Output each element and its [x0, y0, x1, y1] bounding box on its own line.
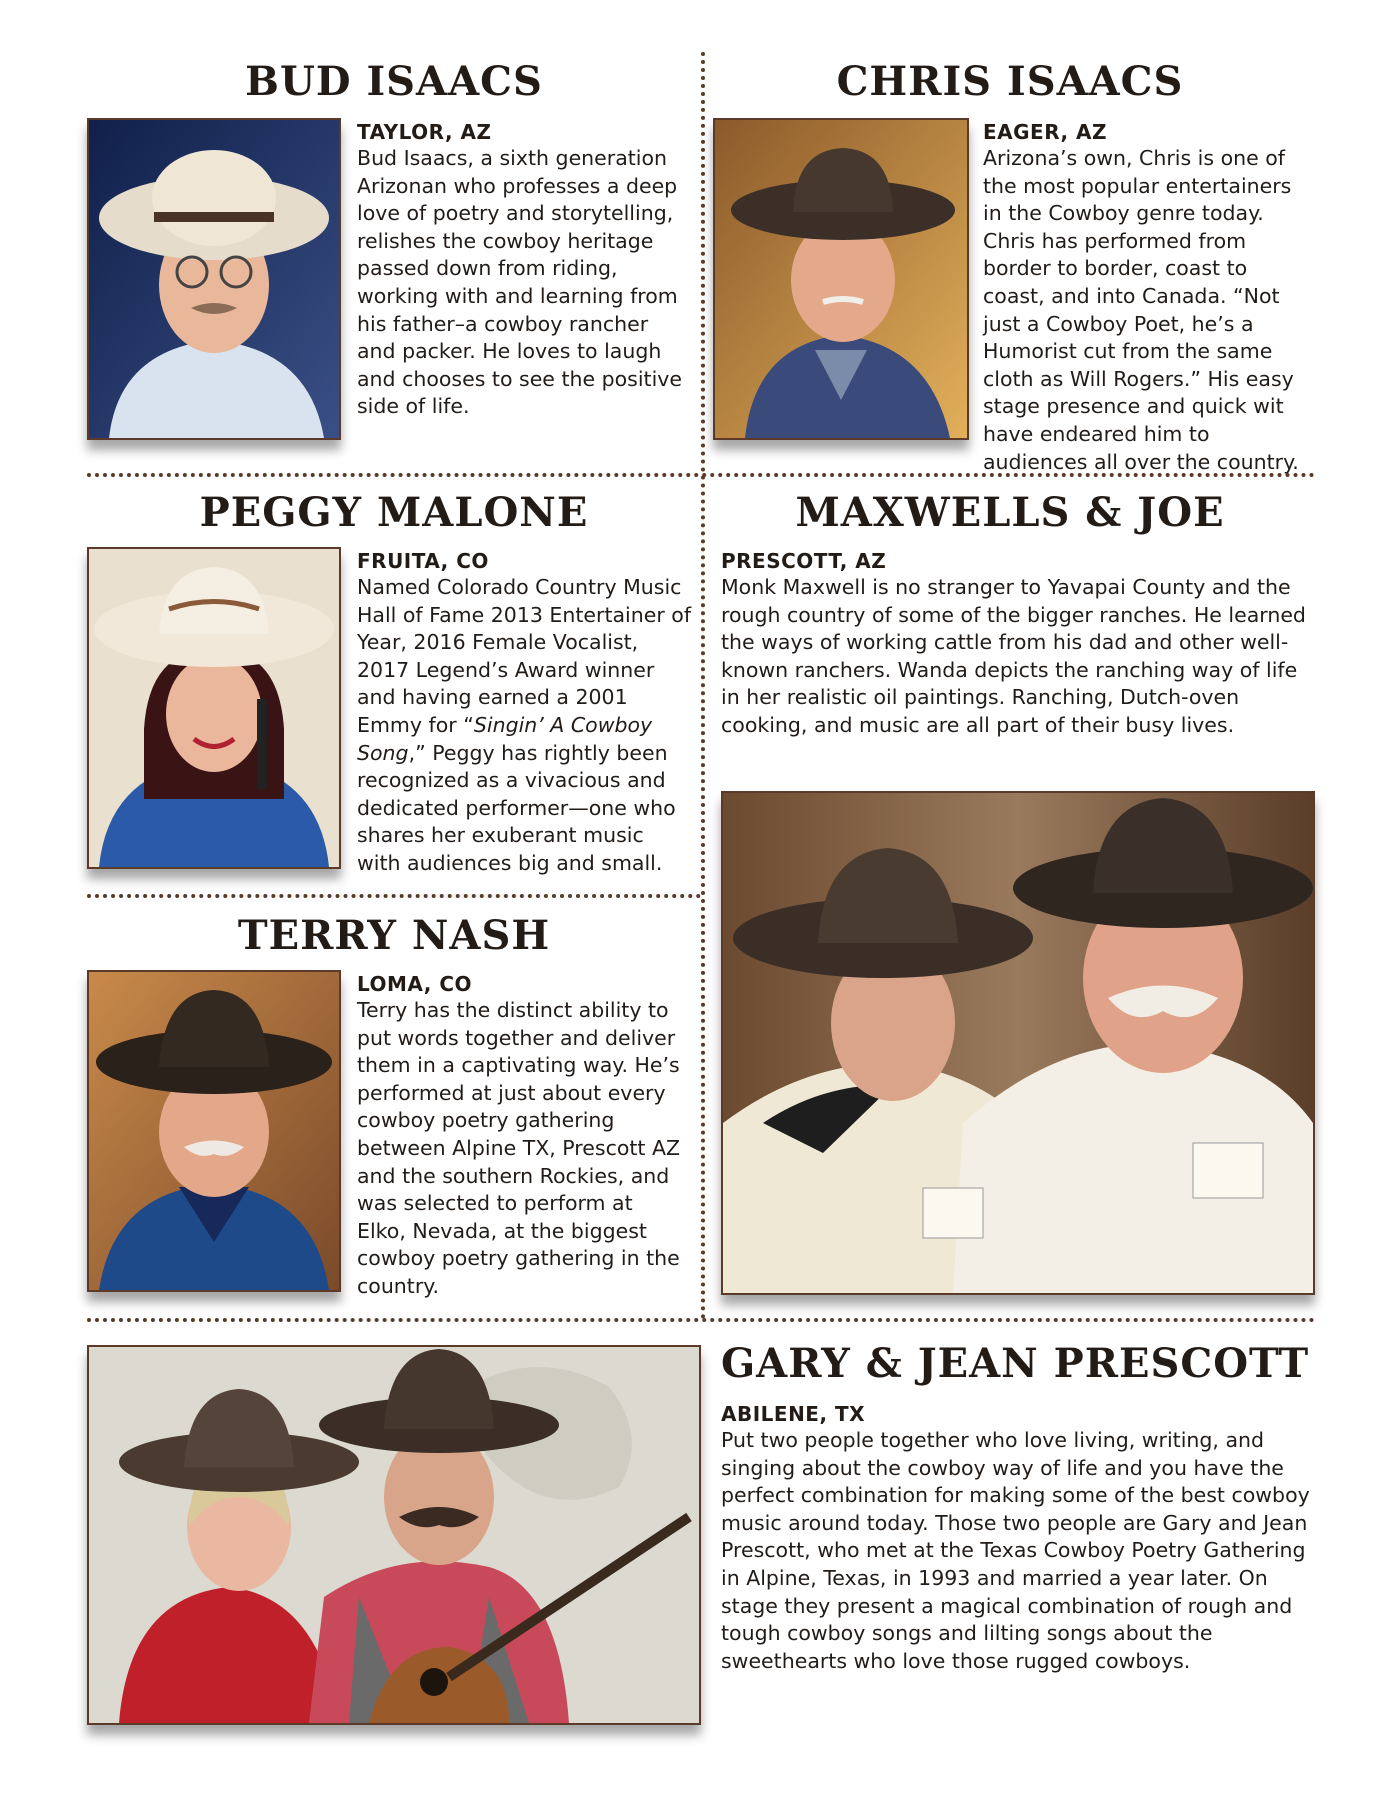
vertical-divider: [701, 52, 705, 1320]
performer-photo-terry-nash: [87, 970, 341, 1292]
performer-photo-maxwells-joe: [721, 791, 1315, 1295]
performer-location: FRUITA, CO: [357, 549, 489, 573]
performer-name: TERRY NASH: [237, 912, 551, 959]
performer-photo-peggy-malone: [87, 547, 341, 869]
performer-bio: Bud Isaacs, a sixth generation Arizonan who professes a deep love of poetry and storytelling, relishes the cowboy heritage passed down from riding, working with and learning from his father–a cowboy rancher and packer. He loves to laugh and chooses to see the positive side of life.: [357, 146, 683, 419]
performer-location: ABILENE, TX: [721, 1402, 866, 1426]
performer-photo-chris-isaacs: [713, 118, 969, 440]
performer-photo-bud-isaacs: [87, 118, 341, 440]
performer-name: PEGGY MALONE: [199, 489, 589, 536]
performer-location: LOMA, CO: [357, 972, 473, 996]
performer-bio-part: ,” Peggy has rightly been recognized as a vivacious and dedicated performer—one who shares her exuberant music with audiences big and small.: [357, 740, 676, 875]
performer-bio: Terry has the distinct ability to put words together and deliver them in a captivating way. He’s performed at just about every cowboy poetry gathering between Alpine TX, Prescott AZ and the southern Rockies, and was selected to perform at Elko, Nevada, at the biggest cowboy poetry gathering in the country.: [357, 998, 681, 1298]
performer-location: EAGER, AZ: [983, 120, 1108, 144]
performer-bio: Arizona’s own, Chris is one of the most popular entertainers in the Cowboy genre today. Chris has performed from border to border, coast to coast, and into Canada. “Not just a Cowboy Poet, he’s a Humorist cut from the same cloth as Will Rogers.” His easy stage presence and quick wit have endeared him to audiences all over the country.: [983, 146, 1299, 474]
performer-name: CHRIS ISAACS: [836, 58, 1184, 105]
performer-location: TAYLOR, AZ: [357, 120, 492, 144]
performer-name: MAXWELLS & JOE: [795, 489, 1225, 536]
performer-bio: Put two people together who love living, writing, and singing about the cowboy way of life and you have the perfect combination for making some of the best cowboy music around today. Those two people are Gary and Jean Prescott, who met at the Texas Cowboy Poetry Gathering in Alpine, Texas, in 1993 and married a year later. On stage they present a magical combination of rough and tough cowboy songs and lilting songs about the sweethearts who love those rugged cowboys.: [721, 1428, 1310, 1673]
song-title: Singin’ A Cowboy Song: [357, 712, 653, 765]
performer-location: PRESCOTT, AZ: [721, 549, 887, 573]
performer-name: GARY & JEAN PRESCOTT: [721, 1340, 1310, 1387]
performer-bio-part: Named Colorado Country Music Hall of Fame 2013 Entertainer of Year, 2016 Female Vocalist, 2017 Legend’s Award winner and having earned a 2001 Emmy for “: [357, 575, 692, 737]
performer-bio: Monk Maxwell is no stranger to Yavapai County and the rough country of some of the bigger ranches. He learned the ways of working cattle from his dad and other well-known ranchers. Wanda depicts the ranching way of life in her realistic oil paintings. Ranching, Dutch-oven cooking, and music are all part of their busy lives.: [721, 575, 1306, 737]
horizontal-divider-2: [87, 894, 701, 898]
performer-photo-gary-jean-prescott: [87, 1345, 701, 1725]
performer-bio: [357, 574, 693, 878]
performer-name: BUD ISAACS: [245, 58, 543, 105]
horizontal-divider-3: [87, 1318, 1315, 1322]
